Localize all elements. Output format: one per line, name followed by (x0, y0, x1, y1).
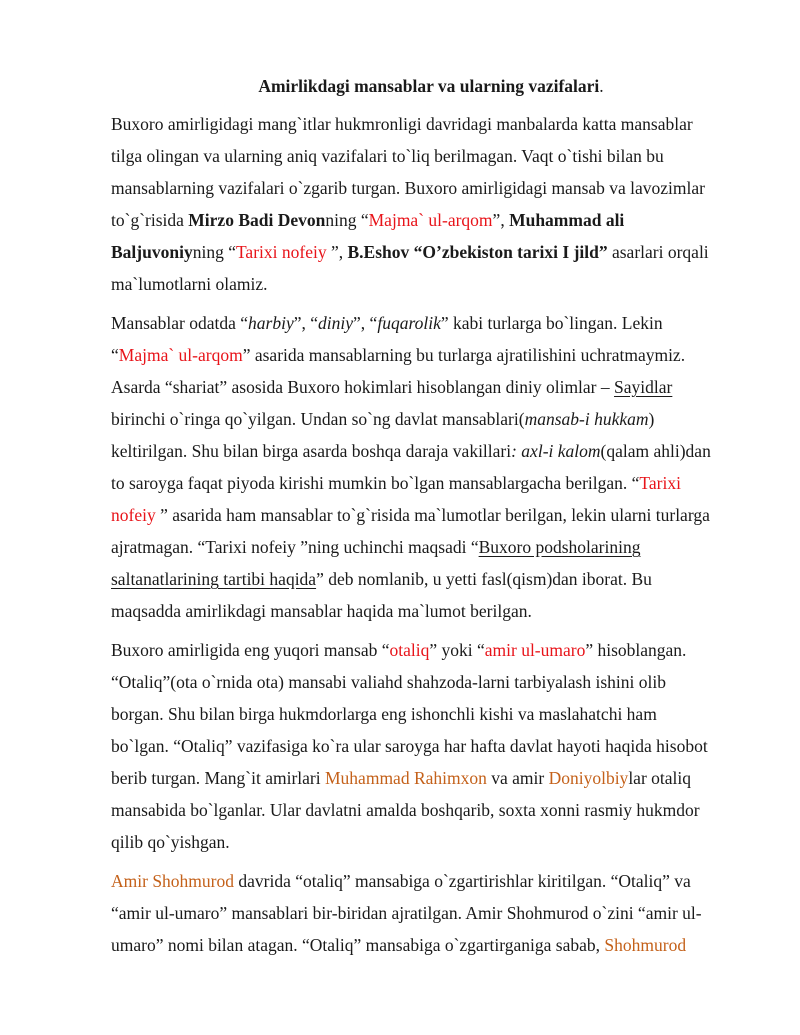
paragraph-3 (111, 634, 751, 858)
p3-line-4: bo`lgan. “Otaliq” vazifasiga ko`ra ular saroyga har hafta davlat hayoti haqida hisobot (111, 736, 708, 756)
p3-l5-text: berib turgan. Mang`it amirlari (111, 768, 325, 788)
p4-l3-text: umaro” nomi bilan atagan. “Otaliq” mansabiga o`zgartirganiga sabab, (111, 935, 605, 955)
p2-line-7 (111, 499, 751, 531)
chapter-title-part-2: saltanatlarining tartibi haqida (111, 569, 317, 589)
p2-l2-text-2: ” asarida mansablarning bu turlarga ajratilishini uchratmaymiz. (242, 345, 686, 365)
paragraph-1 (111, 108, 751, 300)
p1-line-2: tilga olingan va ularning aniq vazifalari to`liq berilmagan. Vaqt o`tishi bilan bu (111, 146, 664, 166)
source-tarixi-nofeiy-2a: Tarixi (639, 473, 681, 493)
p2-l1-text: Mansablar odatda “ (111, 313, 249, 333)
p2-line-3 (111, 371, 751, 403)
term-sayidlar: Sayidlar (614, 377, 673, 397)
author-mirzo-badi-devon: Mirzo Badi Devon (188, 210, 326, 230)
p2-l1-text-3: ”, “ (353, 313, 378, 333)
p4-l1-text: davrida “otaliq” mansabiga o`zgartirishlar kiritilgan. “Otaliq” va (234, 871, 691, 891)
p2-l2-text: “ (111, 345, 119, 365)
term-fuqarolik: fuqarolik (377, 313, 441, 333)
paragraph-4 (111, 865, 751, 961)
source-tarixi-nofeiy-2b: nofeiy (111, 505, 156, 525)
p4-line-3 (111, 929, 751, 961)
p3-l1-text: Buxoro amirligida eng yuqori mansab “ (111, 640, 390, 660)
name-amir-shohmurod: Amir Shohmurod (111, 871, 234, 891)
p3-line-6: mansabida bo`lganlar. Ular davlatni amalda boshqarib, soxta xonni rasmiy hukmdor (111, 800, 700, 820)
term-axl-i-kalom: : axl-i kalom (511, 441, 601, 461)
p2-l8-text: ajratmagan. “Tarixi nofeiy ”ning uchinchi maqsadi “ (111, 537, 479, 557)
p4-line-2: “amir ul-umaro” mansablari bir-biridan ajratilgan. Amir Shohmurod o`zini “amir ul- (111, 903, 702, 923)
paragraph-2 (111, 307, 751, 627)
p1-line-4 (111, 204, 751, 236)
document-title (111, 74, 751, 98)
p3-l1-text-3: ” hisoblangan. (585, 640, 687, 660)
p3-line-5 (111, 762, 751, 794)
term-diniy: diniy (318, 313, 354, 333)
p2-l4-text: birinchi o`ringa qo`yilgan. Undan so`ng davlat mansablari( (111, 409, 525, 429)
name-doniyolbiy: Doniyolbiy (548, 768, 629, 788)
p3-line-2: “Otaliq”(ota o`rnida ota) mansabi valiahd shahzoda-larni tarbiyalash ishini olib (111, 672, 666, 692)
p2-l1-text-2: ”, “ (293, 313, 319, 333)
source-majma-ul-arqom: Majma` ul-arqom (368, 210, 493, 230)
p2-line-6 (111, 467, 751, 499)
p2-l5-text-2: (qalam ahli)dan (600, 441, 711, 461)
p2-line-5 (111, 435, 751, 467)
p1-l4-text: to`g`risida (111, 210, 189, 230)
p2-line-10: maqsadda amirlikdagi mansablar haqida ma`lumot berilgan. (111, 601, 532, 621)
p2-l9-text: ” deb nomlanib, u yetti fasl(qism)dan iborat. Bu (316, 569, 652, 589)
title-text: Amirlikdagi mansablar va ularning vazifalari (258, 76, 600, 96)
p1-line-3: mansablarning vazifalari o`zgarib turgan. Buxoro amirligidagi mansab va lavozimlar (111, 178, 705, 198)
chapter-title-part-1: Buxoro podsholarining (478, 537, 641, 557)
p2-l3-text: Asarda “shariat” asosida Buxoro hokimlari hisoblangan diniy olimlar – (111, 377, 615, 397)
p1-l4-text-3: ”, (492, 210, 510, 230)
source-majma-ul-arqom-2: Majma` ul-arqom (118, 345, 243, 365)
document-page (111, 74, 751, 968)
p2-l5-text: keltirilgan. Shu bilan birga asarda boshqa daraja vakillari (111, 441, 512, 461)
p3-l5-text-2: va amir (486, 768, 549, 788)
term-amir-ul-umaro: amir ul-umaro (484, 640, 586, 660)
p2-l4-text-2: ) (648, 409, 655, 429)
name-muhammad-rahimxon: Muhammad Rahimxon (325, 768, 487, 788)
term-mansab-i-hukkam: mansab-i hukkam (524, 409, 649, 429)
p1-l4-text-2: ning “ (325, 210, 369, 230)
p2-l6-text: to saroyga faqat piyoda kirishi mumkin bo`lgan mansablargacha berilgan. “ (111, 473, 640, 493)
p2-line-8 (111, 531, 751, 563)
p2-l7-text: ” asarida ham mansablar to`g`risida ma`lumotlar berilgan, lekin ularni turlarga (155, 505, 710, 525)
term-harbiy: harbiy (248, 313, 294, 333)
source-eshov: B.Eshov “O’zbekiston tarixi I jild” (347, 242, 608, 262)
p2-l1-text-4: ” kabi turlarga bo`lingan. Lekin (440, 313, 663, 333)
name-shohmurod: Shohmurod (604, 935, 687, 955)
p2-line-4 (111, 403, 751, 435)
author-muhammad-ali: Muhammad ali (509, 210, 625, 230)
p1-l5-text-3: asarlari orqali (607, 242, 709, 262)
p3-l5-text-3: lar otaliq (628, 768, 691, 788)
p3-line-1 (111, 634, 751, 666)
p2-line-1 (111, 307, 751, 339)
title-dot: . (599, 76, 604, 96)
author-baljuvoniy: Baljuvoniy (111, 242, 193, 262)
source-tarixi-nofeiy: Tarixi nofeiy (235, 242, 331, 262)
term-otaliq: otaliq (389, 640, 430, 660)
p1-l5-text: ning “ (192, 242, 236, 262)
p3-line-3: borgan. Shu bilan birga hukmdorlarga eng ishonchli kishi va maslahatchi ham (111, 704, 657, 724)
p1-line-5 (111, 236, 751, 268)
p2-line-9 (111, 563, 751, 595)
p1-line-6: ma`lumotlarni olamiz. (111, 274, 268, 294)
p3-line-7: qilib qo`yishgan. (111, 832, 230, 852)
p2-line-2 (111, 339, 751, 371)
p4-line-1 (111, 865, 751, 897)
p1-l5-text-2: ”, (330, 242, 348, 262)
p3-l1-text-2: ” yoki “ (429, 640, 485, 660)
p1-line-1: Buxoro amirligidagi mang`itlar hukmronligi davridagi manbalarda katta mansablar (111, 114, 693, 134)
